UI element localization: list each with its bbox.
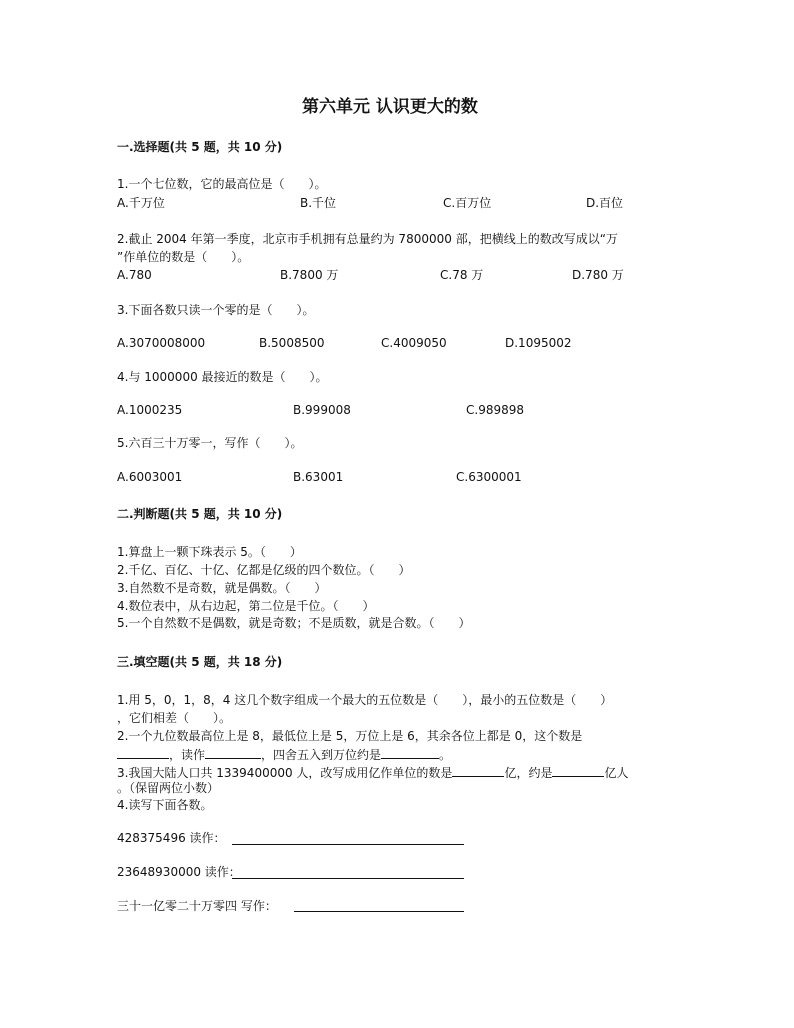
choice-q1-stem: 1.一个七位数，它的最高位是（ ）。 xyxy=(117,177,327,191)
choice-q4-option-b: B.999008 xyxy=(293,403,351,417)
section-fill-heading: 三.填空题(共 5 题，共 18 分) xyxy=(117,655,283,669)
choice-q4-option-a: A.1000235 xyxy=(117,403,183,417)
judge-item-4: 4.数位表中，从右边起，第二位是千位。（ ） xyxy=(117,599,375,613)
choice-q1-option-d: D.百位 xyxy=(586,196,624,210)
choice-q4-stem: 4.与 1000000 最接近的数是（ ）。 xyxy=(117,370,328,384)
answer-blank[interactable] xyxy=(552,764,604,777)
fill-q3-line2: 。（保留两位小数） xyxy=(117,781,220,795)
judge-item-2: 2.千亿、百亿、十亿、亿都是亿级的四个数位。（ ） xyxy=(117,563,411,577)
choice-q1-option-a: A.千万位 xyxy=(117,196,165,210)
section-choice-heading: 一.选择题(共 5 题，共 10 分) xyxy=(117,140,283,154)
fill-q2-line2: ，读作 ，四舍五入到万位约是 。 xyxy=(117,746,451,763)
choice-q3-stem: 3.下面各数只读一个零的是（ ）。 xyxy=(117,303,315,317)
choice-q3-option-a: A.3070008000 xyxy=(117,336,206,350)
read-write-label-2: 23648930000 读作： xyxy=(117,865,241,879)
choice-q5-stem: 5.六百三十万零一，写作（ ）。 xyxy=(117,436,303,450)
answer-blank[interactable] xyxy=(452,764,504,777)
choice-q1-option-c: C.百万位 xyxy=(443,196,492,210)
read-write-label-1: 428375496 读作： xyxy=(117,831,226,845)
answer-line-3[interactable] xyxy=(294,911,464,912)
fill-q3-line1: 3.我国大陆人口共 1339400000 人，改写成用亿作单位的数是 亿，约是 亿人 xyxy=(117,766,629,780)
choice-q3-option-c: C.4009050 xyxy=(381,336,447,350)
section-judge-heading: 二.判断题(共 5 题，共 10 分) xyxy=(117,507,283,521)
fill-q2-line1: 2.一个九位数最高位上是 8，最低位上是 5，万位上是 6，其余各位上都是 0，这个数是 xyxy=(117,729,583,743)
fill-q1-line1: 1.用 5，0，1，8，4 这几个数字组成一个最大的五位数是（ ），最小的五位数是（ ） xyxy=(117,693,613,707)
answer-blank[interactable] xyxy=(205,746,261,759)
fill-q4-stem: 4.读写下面各数。 xyxy=(117,798,213,812)
judge-item-5: 5.一个自然数不是偶数，就是奇数；不是质数，就是合数。（ ） xyxy=(117,616,471,630)
choice-q2-option-b: B.7800 万 xyxy=(280,268,339,282)
judge-item-3: 3.自然数不是奇数，就是偶数。（ ） xyxy=(117,581,327,595)
judge-item-1: 1.算盘上一颗下珠表示 5。（ ） xyxy=(117,545,302,559)
choice-q5-option-c: C.6300001 xyxy=(456,470,522,484)
answer-blank[interactable] xyxy=(381,746,439,759)
choice-q2-option-d: D.780 万 xyxy=(572,268,624,282)
page-title: 第六单元 认识更大的数 xyxy=(302,97,478,117)
read-write-label-3: 三十一亿零二十万零四 写作： xyxy=(117,899,277,913)
choice-q5-option-b: B.63001 xyxy=(293,470,344,484)
choice-q4-option-c: C.989898 xyxy=(466,403,525,417)
choice-q1-option-b: B.千位 xyxy=(300,196,337,210)
answer-blank[interactable] xyxy=(117,746,169,759)
choice-q3-option-d: D.1095002 xyxy=(505,336,572,350)
fill-q1-line2: ，它们相差（ ）。 xyxy=(117,711,232,725)
choice-q5-option-a: A.6003001 xyxy=(117,470,183,484)
choice-q3-option-b: B.5008500 xyxy=(259,336,325,350)
choice-q2-stem-line1: 2.截止 2004 年第一季度，北京市手机拥有总量约为 7800000 部，把横线上的数改写成以“万 xyxy=(117,232,618,246)
choice-q2-option-a: A.780 xyxy=(117,268,152,282)
choice-q2-option-c: C.78 万 xyxy=(440,268,484,282)
answer-line-2[interactable] xyxy=(232,878,464,879)
answer-line-1[interactable] xyxy=(232,844,464,845)
choice-q2-stem-line2: ”作单位的数是（ ）。 xyxy=(117,250,250,264)
